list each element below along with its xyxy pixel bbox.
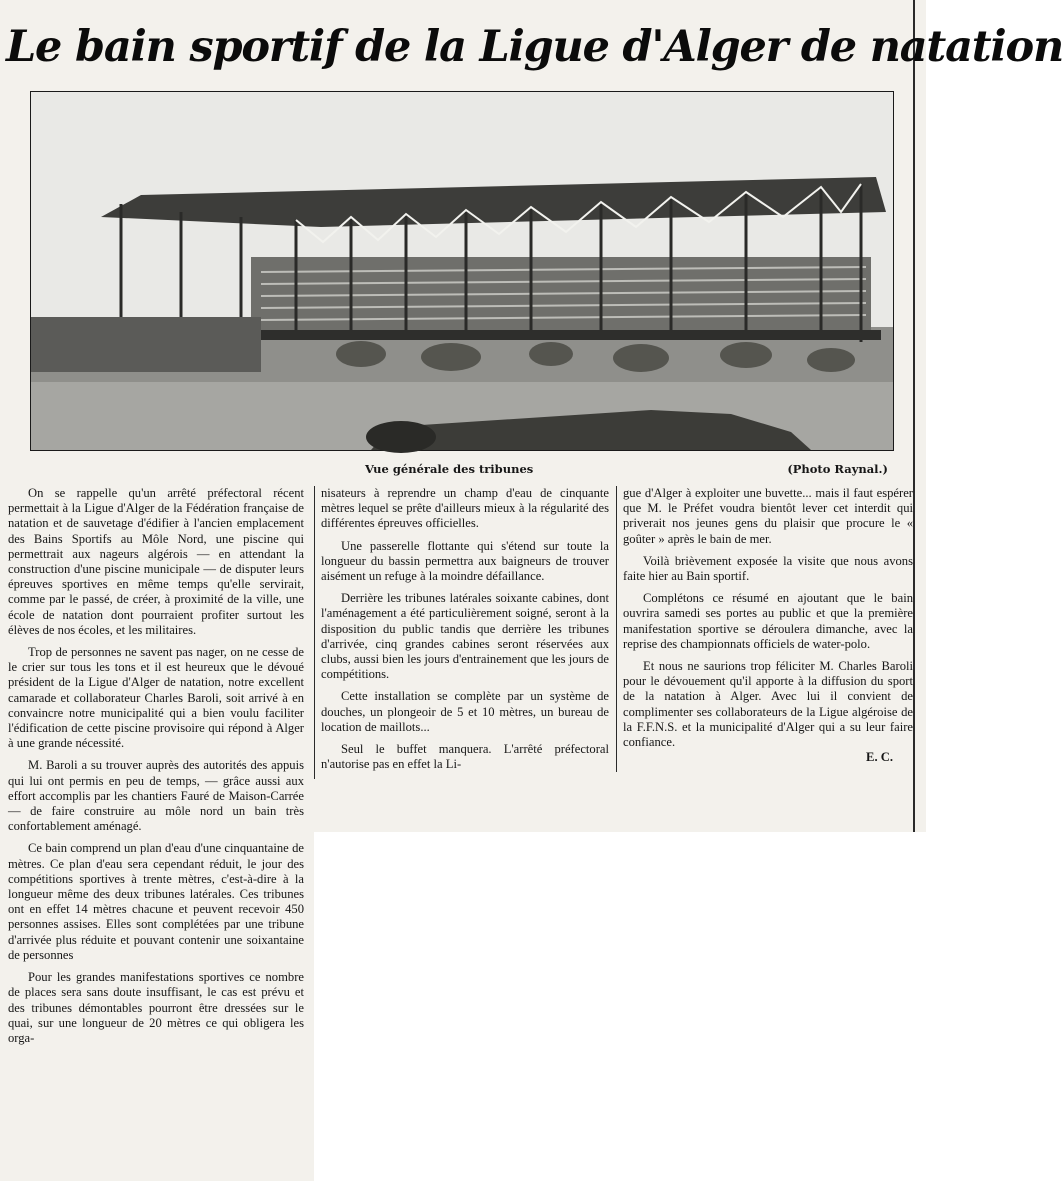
paragraph: Ce bain comprend un plan d'eau d'une cinquantaine de mètres. Ce plan d'eau sera cependant réduit, le jour des compétitions sportives à trente mètres, c'est-à-dire à la longueur même des deux tribunes latérales. Ces tribunes ont en effet 14 mètres chacune et peuvent recevoir 450 personnes assises. Elles sont complétées par une tribune d'arrivée plus réduite et pouvant contenir une soixantaine de personnes — [8, 841, 304, 962]
paragraph: Voilà brièvement exposée la visite que nous avons faite hier au Bain sportif. — [623, 553, 913, 584]
photo-credit: (Photo Raynal.) — [787, 462, 888, 476]
paragraph: Pour les grandes manifestations sportives ce nombre de places sera sans doute insuffisant, le cas est prévu et des tribunes démontables pourront être dressées sur le quai, sur une longueur de 20 mètres ce qui obligera les orga- — [8, 970, 304, 1045]
paragraph: Derrière les tribunes latérales soixante cabines, dont l'aménagement a été particulièrement soigné, seront à la disposition du public tandis que derrière les tribunes d'arrivée, cinq grandes cabines seront réservées aux clubs, aussi bien les jours d'entrainement que les jours de compétitions. — [321, 591, 609, 682]
paragraph: gue d'Alger à exploiter une buvette... mais il faut espérer que M. le Préfet voudra bientôt lever cet interdit qui priverait nos jeunes gens du plaisir que procure le « goûter » après le bain de mer. — [623, 486, 913, 546]
article-column-1 — [8, 486, 304, 1053]
grandstand-photo — [30, 91, 894, 451]
paragraph: Et nous ne saurions trop féliciter M. Charles Baroli pour le dévouement qu'il apporte à la diffusion du sport de la natation à Alger. Avec lui il convient de complimenter ses collaborateurs de la Ligue algéroise de la F.F.N.S. et la municipalité d'Alger qui a su leur faire confiance. — [623, 659, 913, 750]
author-signature: E. C. — [866, 750, 893, 765]
paragraph: nisateurs à reprendre un champ d'eau de cinquante mètres lequel se prête d'ailleurs mieux à la régularité des différentes épreuves officielles. — [321, 486, 609, 531]
paragraph: Complétons ce résumé en ajoutant que le bain ouvrira samedi ses portes au public et que la première manifestation sportive se déroulera dimanche, avec la reprise des championnats officiels de water-polo. — [623, 591, 913, 651]
article-column-3 — [616, 486, 913, 772]
paragraph: On se rappelle qu'un arrêté préfectoral récent permettait à la Ligue d'Alger de la Fédération française de natation et de sauvetage d'édifier à l'ancien emplacement des Bains Sportifs au Môle Nord, une piscine qui permettrait aux nageurs algérois — en attendant la construction d'une piscine municipale — de disputer leurs épreuves sportives en même temps qu'elle servirait, comme par le passé, de créer, à proximité de la ville, une école de natation dont pourraient profiter surtout les élèves de nos écoles, et les militaires. — [8, 486, 304, 637]
paragraph: Une passerelle flottante qui s'étend sur toute la longueur du bassin permettra aux baigneurs de trouver aisément un refuge à la moindre défaillance. — [321, 538, 609, 584]
article-headline: Le bain sportif de la Ligue d'Alger de natation — [6, 22, 1063, 72]
paragraph: Cette installation se complète par un système de douches, un plongeoir de 5 et 10 mètres, un bureau de location de maillots... — [321, 689, 609, 734]
column-rule — [913, 0, 915, 832]
photo-caption — [30, 458, 892, 480]
paragraph: M. Baroli a su trouver auprès des autorités des appuis qui lui ont permis en peu de temps, — grâce aussi aux effort accomplis par les chantiers Fauré de Maison-Carrée — de faire construire au môle nord un bain très confortablement aménagé. — [8, 758, 304, 834]
paragraph: Seul le buffet manquera. L'arrêté préfectoral n'autorise pas en effet la Li- — [321, 742, 609, 772]
paragraph: Trop de personnes ne savent pas nager, on ne cesse de le crier sur tous les tons et il est heureux que le dévoué président de la Ligue d'Alger de natation, notre excellent camarade et collaborateur Charles Baroli, soit arrivé à en convaincre notre municipalité qui a bien voulu faciliter l'édification de cette piscine provisoire qui répond à Alger à une grande nécessité. — [8, 645, 304, 751]
caption-text: Vue générale des tribunes — [365, 462, 534, 476]
article-column-2 — [314, 486, 609, 779]
